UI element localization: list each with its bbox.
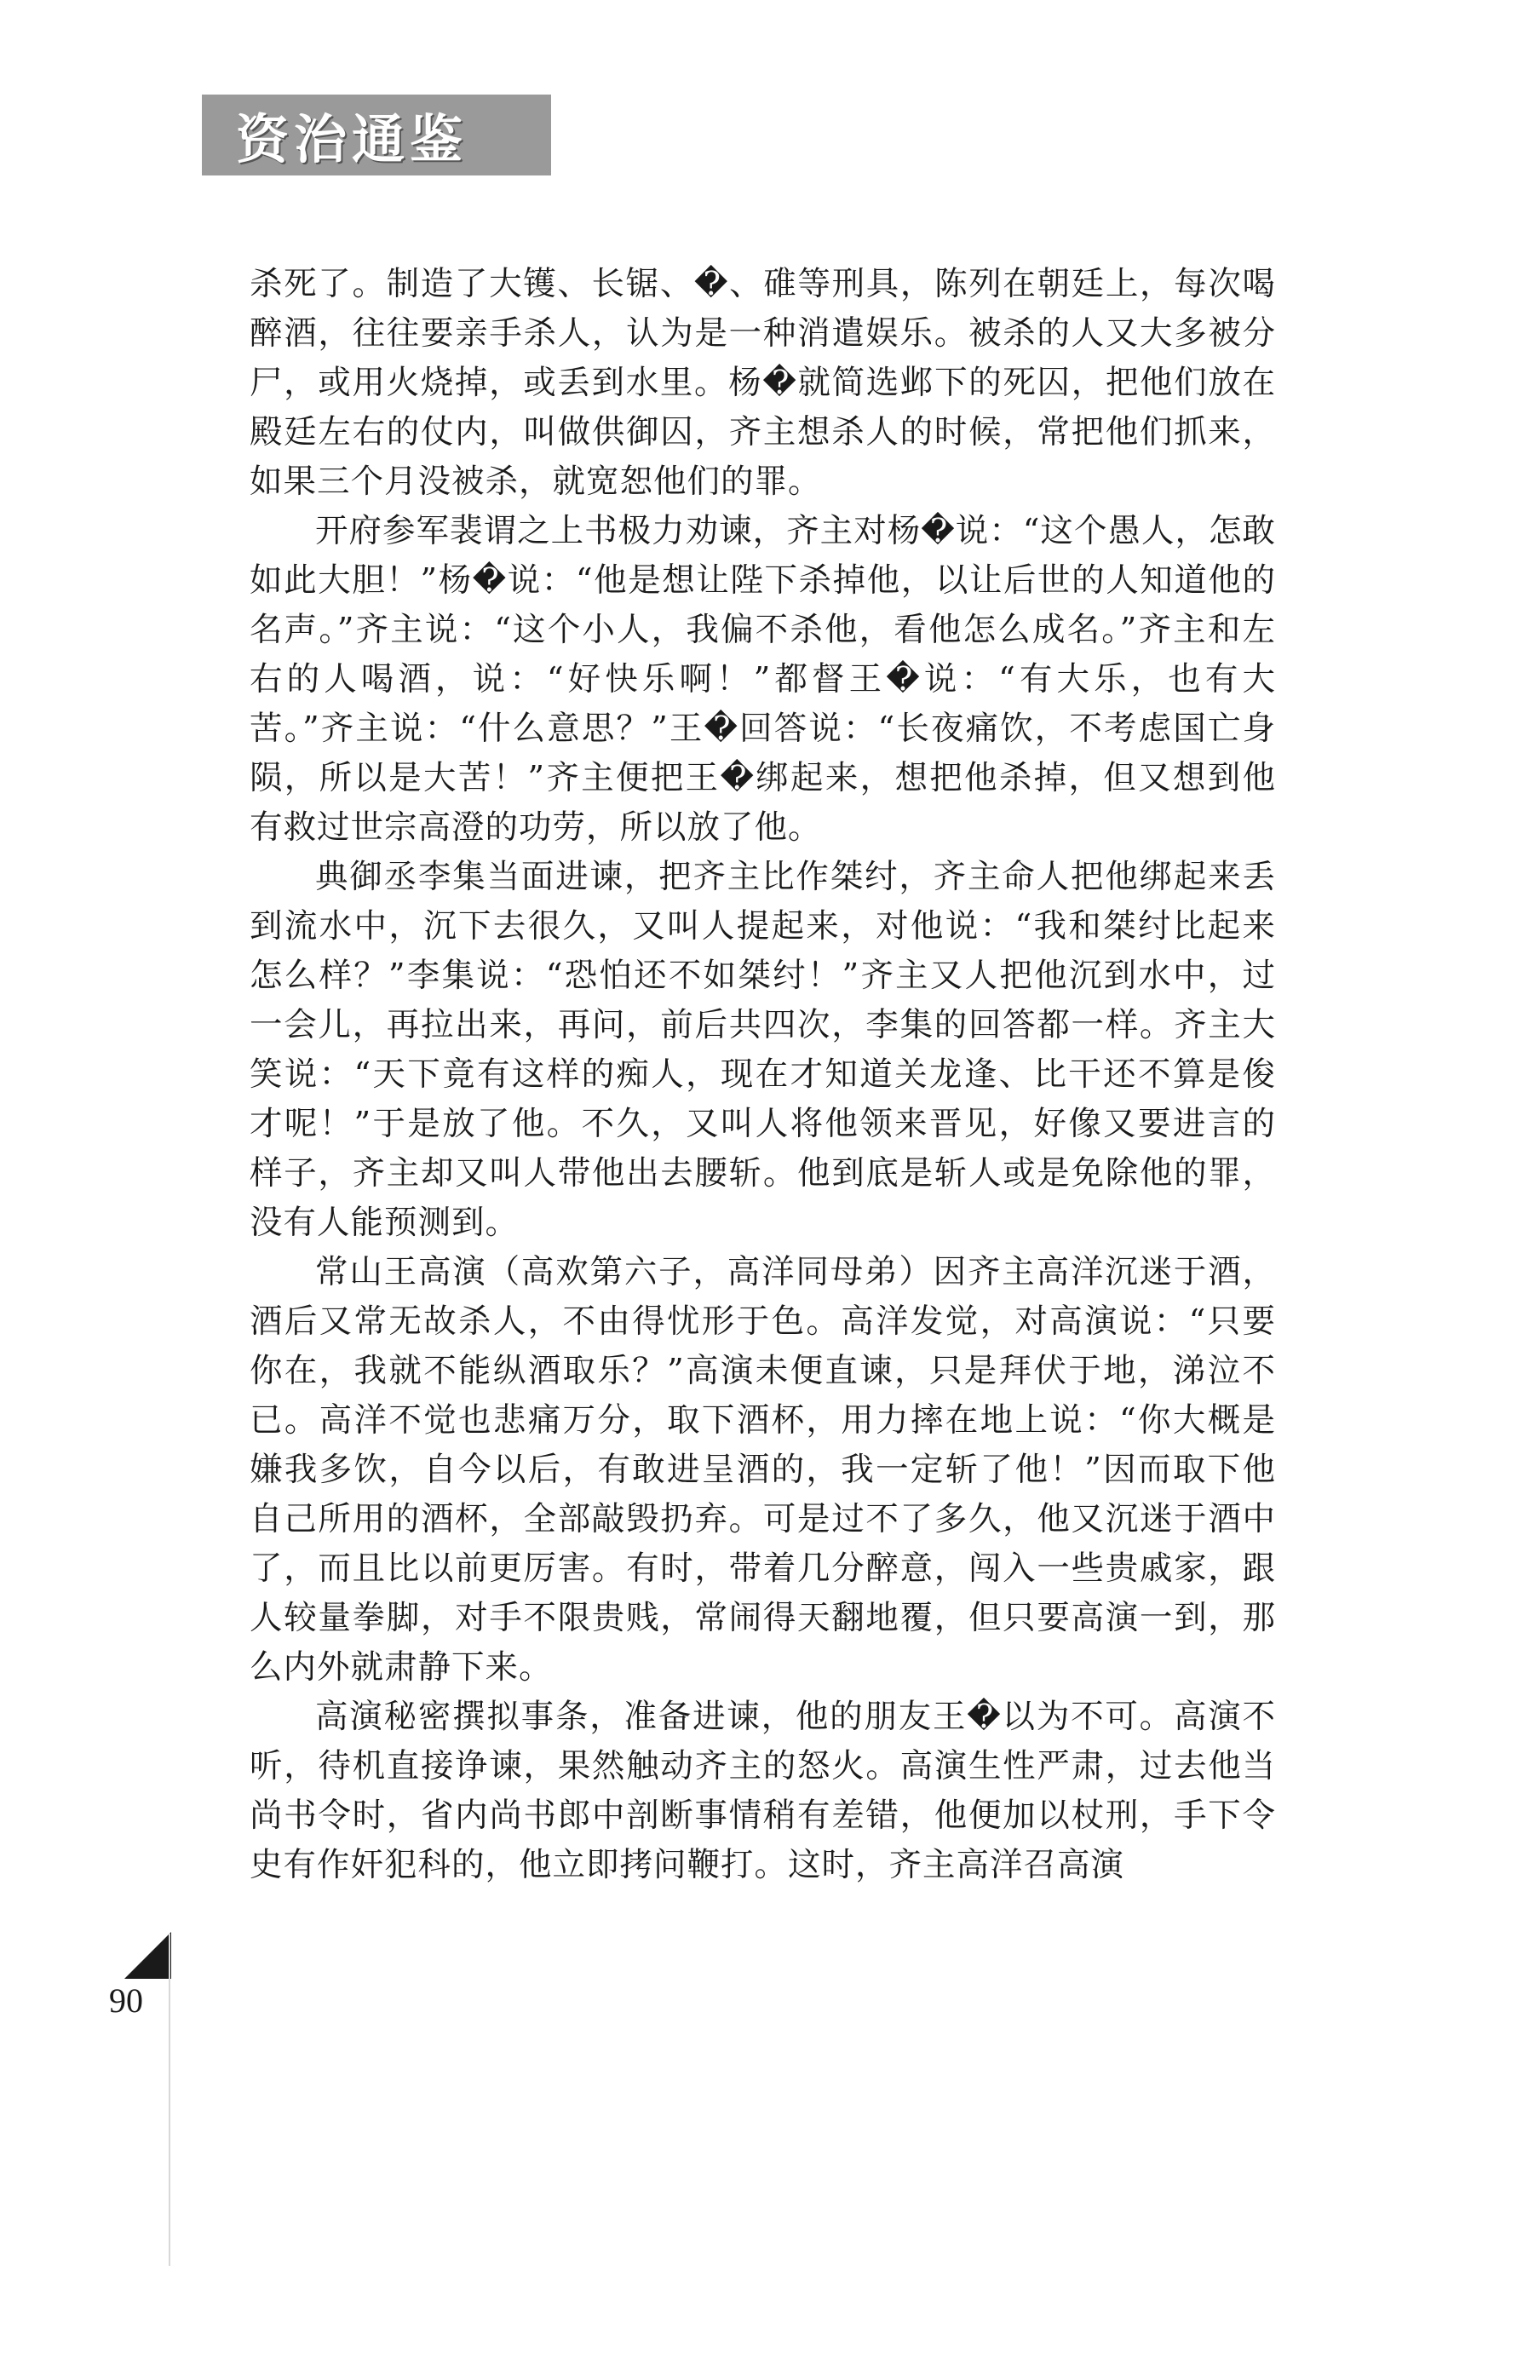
paragraph: 杀死了。制造了大镬、长锯、�、碓等刑具，陈列在朝廷上，每次喝醉酒，往往要亲手杀人，认为是一种消遣娱乐。被杀的人又大多被分尸，或用火烧掉，或丢到水里。杨�就简选邺下的死囚，把他们放在殿廷左右的仗内，叫做供御囚，齐主想杀人的时候，常把他们抓来，如果三个月没被杀，就宽恕他们的罪。 xyxy=(250,265,1276,501)
paragraph: 开府参军裴谓之上书极力劝谏，齐主对杨�说：“这个愚人，怎敢如此大胆！”杨�说：“他是想让陛下杀掉他，以让后世的人知道他的名声。”齐主说：“这个小人，我偏不杀他，看他怎么成名。”齐主和左右的人喝酒，说：“好快乐啊！”都督王�说：“有大乐，也有大苦。”齐主说：“什么意思？”王�回答说：“长夜痛饮，不考虑国亡身陨，所以是大苦！”齐主便把王�绑起来，想把他杀掉，但又想到他有救过世宗高澄的功劳，所以放了他。 xyxy=(250,512,1276,847)
body-text xyxy=(250,260,1276,1890)
page-number: 90 xyxy=(109,1981,143,2020)
book-title: 资治通鉴 xyxy=(236,108,468,170)
paragraph: 典御丞李集当面进谏，把齐主比作桀纣，齐主命人把他绑起来丢到流水中，沉下去很久，又叫人提起来，对他说：“我和桀纣比起来怎么样？”李集说：“恐怕还不如桀纣！”齐主又人把他沉到水中，过一会儿，再拉出来，再问，前后共四次，李集的回答都一样。齐主大笑说：“天下竟有这样的痴人，现在才知道关龙逢、比干还不算是俊才呢！”于是放了他。不久，又叫人将他领来晋见，好像又要进言的样子，齐主却又叫人带他出去腰斩。他到底是斩人或是免除他的罪，没有人能预测到。 xyxy=(250,858,1276,1242)
page-corner-triangle xyxy=(124,1932,171,1979)
paragraph: 高演秘密撰拟事条，准备进谏，他的朋友王�以为不可。高演不听，待机直接诤谏，果然触动齐主的怒火。高演生性严肃，过去他当尚书令时，省内尚书郎中剖断事情稍有差错，他便加以杖刑，手下令史有作奸犯科的，他立即拷问鞭打。这时，齐主高洋召高演 xyxy=(250,1698,1276,1884)
book-title-banner xyxy=(202,95,551,175)
paragraph: 常山王高演（高欢第六子，高洋同母弟）因齐主高洋沉迷于酒，酒后又常无故杀人，不由得忧形于色。高洋发觉，对高演说：“只要你在，我就不能纵酒取乐？”高演未便直谏，只是拜伏于地，涕泣不已。高洋不觉也悲痛万分，取下酒杯，用力摔在地上说：“你大概是嫌我多饮，自今以后，有敢进呈酒的，我一定斩了他！”因而取下他自己所用的酒杯，全部敲毁扔弃。可是过不了多久，他又沉迷于酒中了，而且比以前更厉害。有时，带着几分醉意，闯入一些贵戚家，跟人较量拳脚，对手不限贵贱，常闹得天翻地覆，但只要高演一到，那么内外就肃静下来。 xyxy=(250,1253,1276,1687)
margin-rule xyxy=(169,1934,170,2266)
